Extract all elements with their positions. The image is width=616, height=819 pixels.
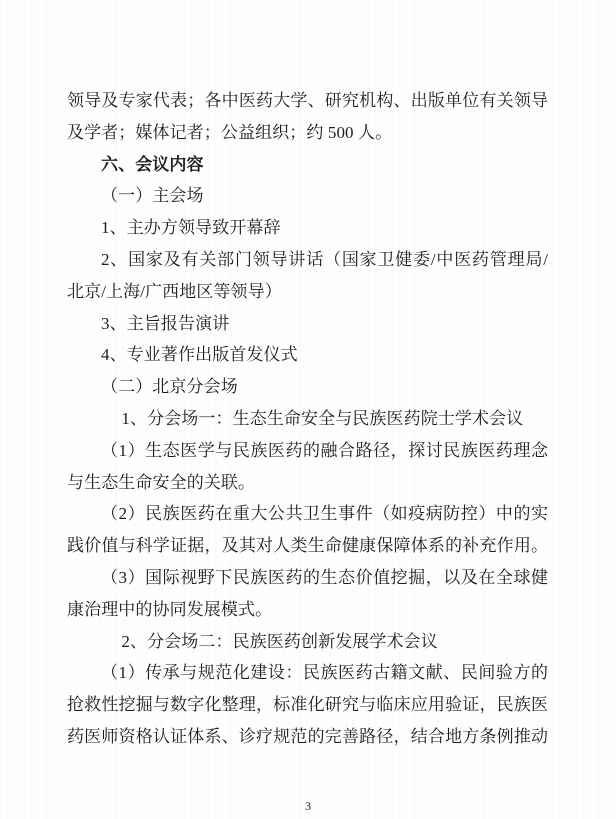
text-line: 及学者；媒体记者；公益组织；约 500 人。 [67,122,393,142]
text-line: 领导及专家代表；各中医药大学、研究机构、出版单位有关领导 [67,91,548,110]
text-line: 4、专业著作出版首发仪式 [101,345,298,365]
text-line: （二）北京分会场 [101,377,238,397]
text-line: （1）生态医学与民族医药的融合路径，探讨民族医药理念 [101,440,548,460]
text-line: （一）主会场 [101,186,204,206]
page-number: 3 [305,799,311,813]
text-line: （1）传承与规范化建设：民族医药古籍文献、民间验方的 [101,663,548,683]
text-line: 与生态生命安全的关联。 [67,472,256,492]
text-line: 践价值与科学证据，及其对人类生命健康保障体系的补充作用。 [67,536,548,556]
text-line: 1、主办方领导致开幕辞 [101,218,281,238]
text-line: 康治理中的协同发展模式。 [67,599,273,619]
text-line: 3、主旨报告演讲 [101,313,230,333]
text-line: 六、会议内容 [101,154,204,174]
text-line: 药医师资格认证体系、诊疗规范的完善路径，结合地方条例推动 [67,726,548,746]
text-line: （3）国际视野下民族医药的生态价值挖掘，以及在全球健 [101,567,548,587]
text-line: 抢救性挖掘与数字化整理，标准化研究与临床应用验证，民族医 [67,695,548,715]
text-line: 2、国家及有关部门领导讲话（国家卫健委/中医药管理局/ [101,249,548,269]
text-line: 1、分会场一：生态生命安全与民族医药院士学术会议 [121,408,524,428]
document-body [67,85,548,753]
text-line: （2）民族医药在重大公共卫生事件（如疫病防控）中的实 [101,504,548,524]
text-line: 2、分会场二：民族医药创新发展学术会议 [121,631,438,651]
text-line: 北京/上海/广西地区等领导） [67,281,282,301]
